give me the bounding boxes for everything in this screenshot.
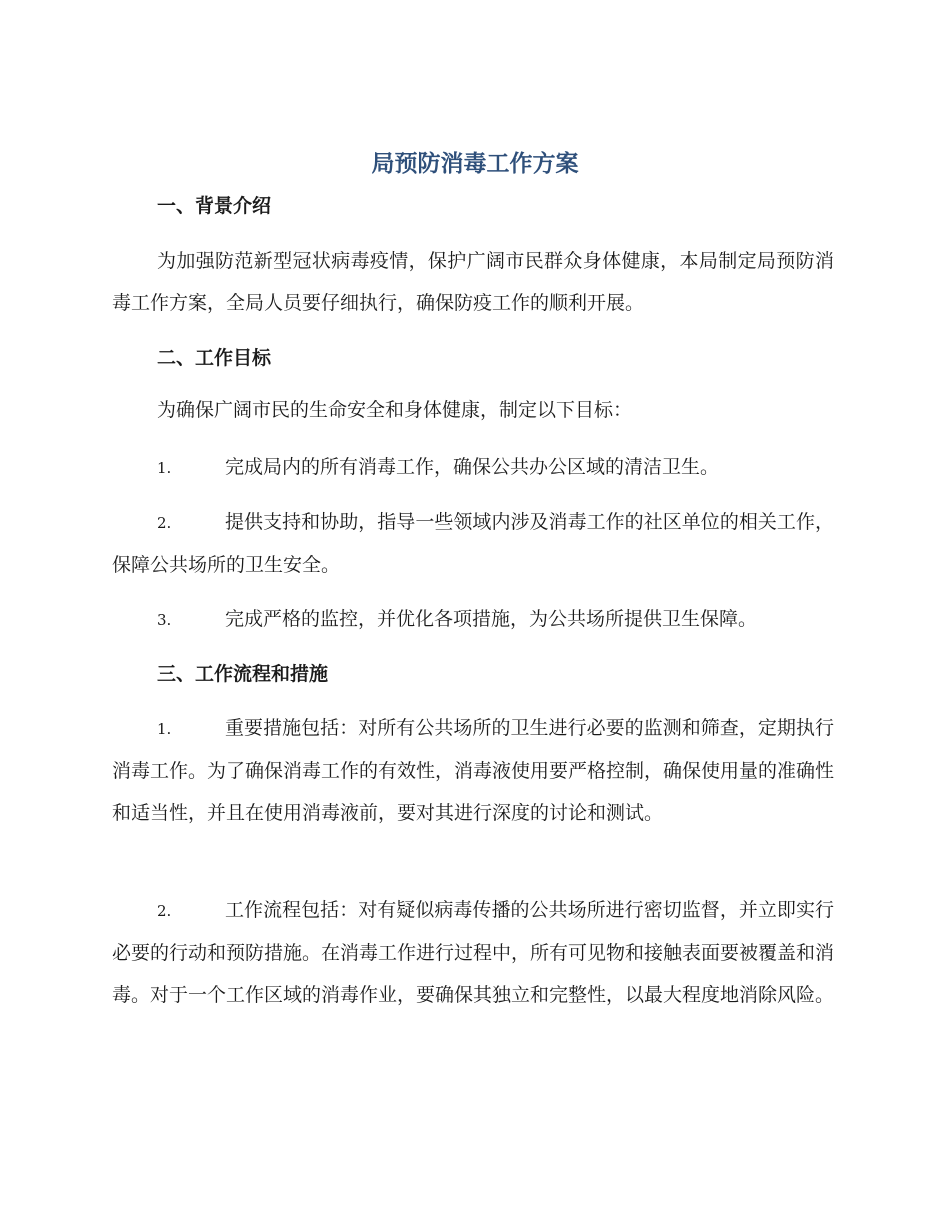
- process-list-item: [112, 889, 834, 1016]
- section-heading-background: 一、背景介绍: [157, 195, 272, 217]
- background-paragraph: 为加强防范新型冠状病毒疫情，保护广阔市民群众身体健康，本局制定局预防消毒工作方案，全局人员要仔细执行，确保防疫工作的顺利开展。: [112, 250, 834, 314]
- list-number: 3.: [157, 611, 172, 629]
- section-heading-goals: 二、工作目标: [157, 347, 272, 369]
- list-number: 2.: [157, 902, 172, 920]
- list-number: 2.: [157, 514, 172, 532]
- goal-list-item: [112, 598, 834, 641]
- list-item-text: 完成严格的监控，并优化各项措施，为公共场所提供卫生保障。: [225, 608, 758, 630]
- list-number: 1.: [157, 720, 172, 738]
- list-item-text: 工作流程包括：对有疑似病毒传播的公共场所进行密切监督，并立即实行必要的行动和预防措施。在消毒工作进行过程中，所有可见物和接触表面要被覆盖和消毒。对于一个工作区域的消毒作业，要确保其独立和完整性，以最大程度地消除风险。: [112, 899, 835, 1006]
- list-item-text: 完成局内的所有消毒工作，确保公共办公区域的清洁卫生。: [225, 456, 720, 478]
- list-item-text: 重要措施包括：对所有公共场所的卫生进行必要的监测和筛查，定期执行消毒工作。为了确保消毒工作的有效性，消毒液使用要严格控制，确保使用量的准确性和适当性，并且在使用消毒液前，要对其进行深度的讨论和测试。: [112, 717, 835, 824]
- document-title: 局预防消毒工作方案: [371, 151, 579, 177]
- goal-list-item: [112, 501, 834, 586]
- list-number: 1.: [157, 459, 172, 477]
- section-heading-process: 三、工作流程和措施: [157, 663, 329, 685]
- process-list-item: [112, 707, 834, 834]
- goal-list-item: [112, 446, 834, 489]
- goals-intro-paragraph: 为确保广阔市民的生命安全和身体健康，制定以下目标：: [157, 399, 633, 421]
- list-item-text: 提供支持和协助，指导一些领域内涉及消毒工作的社区单位的相关工作，保障公共场所的卫生安全。: [112, 511, 834, 576]
